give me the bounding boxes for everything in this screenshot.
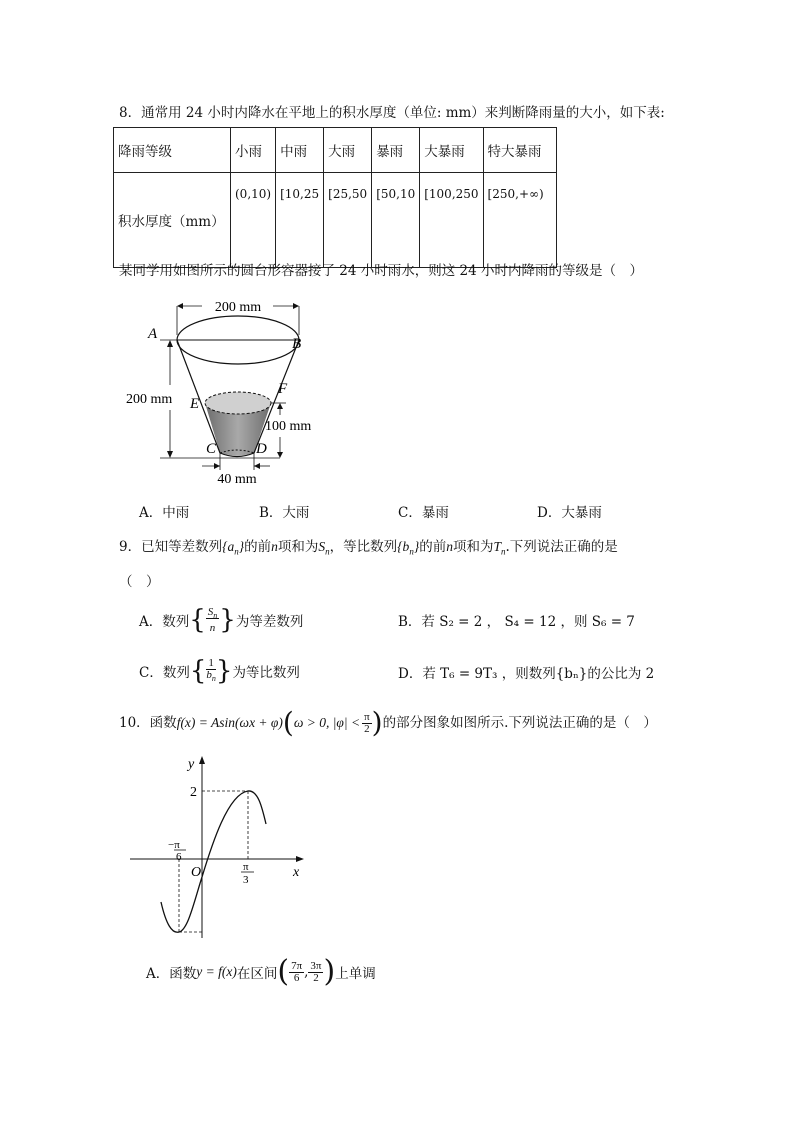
point-label-e: E xyxy=(190,396,200,412)
table-row xyxy=(114,128,557,173)
q9-option-c[interactable]: C．数列 { $\frac{1}{b_n}$ } 为等比数列 xyxy=(139,656,300,686)
q9-option-a[interactable]: A．数列 { $\frac{S_n}{n}$ } 为等差数列 xyxy=(139,605,304,635)
point-label-a: A xyxy=(148,326,158,342)
table-cell: 小雨 xyxy=(231,128,276,173)
point-label-b: B xyxy=(292,336,302,352)
table-cell: [50,10 xyxy=(372,173,420,268)
q10-option-a[interactable]: A．函数 y = f(x) 在区间 ( $\frac{7\pi}{6}$ , $\frac{3\pi}{2}$ ) 上单调 xyxy=(146,954,376,989)
q10-stem: 10．函数 f(x) = Asin(ωx + φ) ( ω > 0, |φ| < $\frac{\pi}{2}$ ) 的部分图象如图所示.下列说法正确的是（ ） xyxy=(119,706,657,739)
table-cell: 大雨 xyxy=(324,128,372,173)
point-label-d: D xyxy=(256,441,267,457)
table-cell: 大暴雨 xyxy=(420,128,483,173)
point-label-f: F xyxy=(278,381,288,397)
table-cell: [100,250 xyxy=(420,173,483,268)
q8-option-a[interactable]: A．中雨 xyxy=(139,505,190,521)
q8-stem: 8．通常用 24 小时内降水在平地上的积水厚度（单位: mm）来判断降雨量的大小，如下表: xyxy=(119,105,665,121)
height-label: 200 mm xyxy=(126,392,173,407)
svg-text:3: 3 xyxy=(243,874,249,886)
bottom-width-label: 40 mm xyxy=(217,472,257,487)
q9-option-d[interactable]: D．若 T₆ = 9T₃ ，则数列{bₙ}的公比为 2 xyxy=(398,666,655,682)
top-width-label: 200 mm xyxy=(214,300,262,315)
table-cell: [25,50 xyxy=(324,173,372,268)
table-cell: 特大暴雨 xyxy=(483,128,556,173)
svg-text:6: 6 xyxy=(176,851,182,863)
sine-graph-figure xyxy=(128,752,308,942)
q8-option-b[interactable]: B．大雨 xyxy=(259,505,310,521)
table-row xyxy=(114,173,557,268)
water-height-label: 100 mm xyxy=(265,419,312,434)
max-label: 2 xyxy=(190,785,197,800)
q9-option-b[interactable]: B．若 S₂ = 2 ， S₄ = 12 ，则 S₆ = 7 xyxy=(398,614,635,630)
q8-question: 某同学用如图所示的圆台形容器接了 24 小时雨水，则这 24 小时内降雨的等级是（ ） xyxy=(119,263,644,279)
q8-option-d[interactable]: D．大暴雨 xyxy=(537,505,602,521)
table-cell: 降雨等级 xyxy=(114,128,231,173)
frustum-figure xyxy=(120,290,340,490)
rainfall-table xyxy=(113,127,557,268)
table-cell: 积水厚度（mm） xyxy=(114,173,231,268)
table-cell: 暴雨 xyxy=(372,128,420,173)
left-tick-label: −π xyxy=(168,839,180,851)
table-cell: 中雨 xyxy=(276,128,324,173)
x-axis-label: x xyxy=(293,865,300,880)
q9-stem: 9．已知等差数列$\{a_n\}$的前n项和为$S_n$，等比数列$\{b_n\}$的前n项和为$T_n$.下列说法正确的是 xyxy=(119,539,618,557)
point-label-c: C xyxy=(206,441,217,457)
y-axis-label: y xyxy=(188,757,195,772)
q8-option-c[interactable]: C．暴雨 xyxy=(398,505,449,521)
table-cell: (0,10) xyxy=(231,173,276,268)
table-cell: [10,25 xyxy=(276,173,324,268)
table-cell: [250,+∞) xyxy=(483,173,556,268)
right-tick-label: π xyxy=(243,861,249,873)
origin-label: O xyxy=(191,865,202,880)
q9-blank: （ ） xyxy=(119,574,160,590)
